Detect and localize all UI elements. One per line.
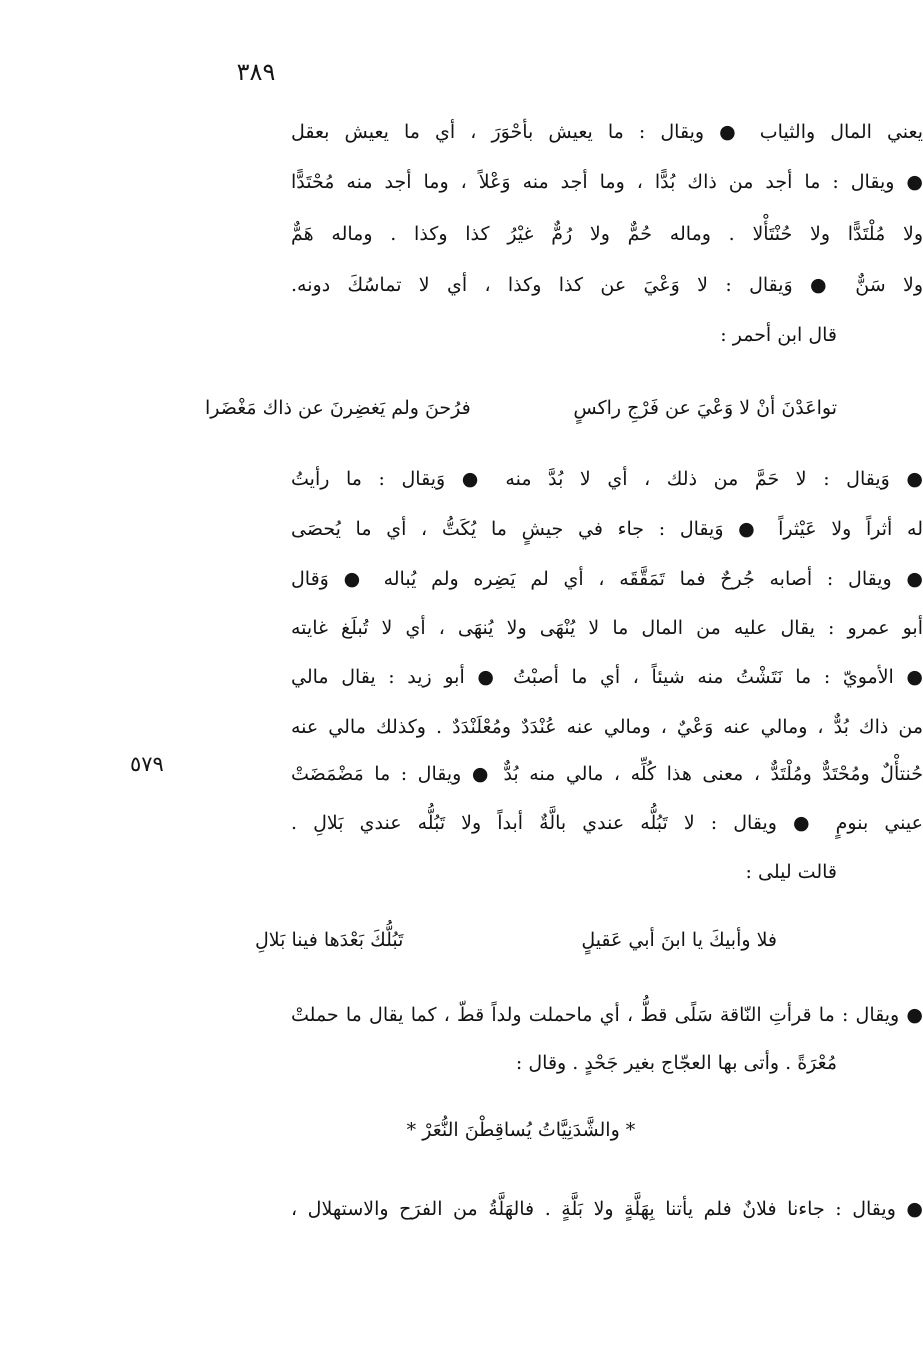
verse-2 xyxy=(255,922,837,958)
verse-first-hemistich: فلا وأبيكَ يا ابنَ أبي عَقيلٍ xyxy=(581,929,777,951)
text-line: أبو عمرو : يقال عليه من المال ما لا يُنْهَى ولا يُنهَى ، أي لا تُبلَغ غايته xyxy=(291,617,923,639)
page-number: ٣٨٩ xyxy=(236,58,276,86)
text-line: ● وَيقال : لا حَمَّ من ذلك ، أي لا بُدَّ منه ● وَيقال : ما رأيتُ xyxy=(291,468,923,490)
verse-second-hemistich: تَبُلُّكَ بَعْدَها فينا بَلالِ xyxy=(255,929,404,951)
text-line: من ذاك بُدٌّ ، ومالي عنه وَعْيٌ ، ومالي عنه عُنْدَدٌ ومُعْلَنْدَدٌ . وكذلك مالي عنه xyxy=(291,716,923,738)
text-line: عيني بنومٍ ● ويقال : لا تَبُلُّه عندي بالَّةٌ أبداً ولا تَبُلُّه عندي بَلالِ . xyxy=(291,812,923,834)
verse-first-hemistich: تواعَدْنَ أنْ لا وَعْيَ عن فَرْجِ راكسٍ xyxy=(573,397,837,419)
text-line: ولا سَنٌّ ● وَيقال : لا وَعْيَ عن كذا وكذا ، أي لا تماسُكَ دونه. xyxy=(291,274,923,296)
margin-number: ٥٧٩ xyxy=(130,752,164,776)
verse-3: * والشَّدَنِيَّاتُ يُساقِطْنَ النُّعَرْ * xyxy=(406,1119,636,1141)
text-line: ● ويقال : ما أجد من ذاك بُدًّا ، وما أجد منه وَعْلاً ، وما أجد منه مُحْتَدًّا xyxy=(291,171,923,193)
text-line: ● ويقال : جاءنا فلانٌ فلم يأتنا بِهَلَّةٍ ولا بَلَّةٍ . فالهَلَّةُ من الفرَح والاستهلال ، xyxy=(291,1198,923,1220)
verse-1 xyxy=(205,390,837,426)
text-line: مُعْرَةً . وأتى بها العجّاج بغير جَحْدٍ . وقال : xyxy=(515,1052,837,1074)
text-line: قالت ليلى : xyxy=(745,861,837,883)
text-line: حُنتأْلٌ ومُحْتَدٌّ ومُلْتَدٌّ ، معنى هذا كُلِّه ، مالي منه بُدٌّ ● ويقال : ما مَضْمَضَتْ xyxy=(291,763,923,785)
text-line: ولا مُلْتَدًّا ولا حُنْتَأْلا . وماله حُمٌّ ولا رُمٌّ غيْرُ كذا وكذا . وماله هَمٌّ xyxy=(291,223,923,245)
text-line: ● ويقال : أصابه جُرحٌ فما تَمَقَّقَه ، أي لم يَضِره ولم يُباله ● وَقال xyxy=(291,568,923,590)
text-line: له أثراً ولا عَيْثراً ● وَيقال : جاء في جيشٍ ما يُكَتُّ ، أي ما يُحصَى xyxy=(291,518,923,540)
text-line: قال ابن أحمر : xyxy=(720,324,837,346)
verse-second-hemistich: فرُحنَ ولم يَغضِرنَ عن ذاك مَغْضَرا xyxy=(205,397,471,419)
text-line: ● ويقال : ما قرأتِ النّاقة سَلًى قطُّ ، أي ماحملت ولداً قطّ ، كما يقال ما حملتْ xyxy=(291,1004,923,1026)
text-line: ● الأمويّ : ما نَتَشْتُ منه شيئاً ، أي ما أصبْتُ ● أبو زيد : يقال مالي xyxy=(291,666,923,688)
text-line: يعني المال والثياب ● ويقال : ما يعيش بأحْوَرَ ، أي ما يعيش بعقل xyxy=(291,121,923,143)
